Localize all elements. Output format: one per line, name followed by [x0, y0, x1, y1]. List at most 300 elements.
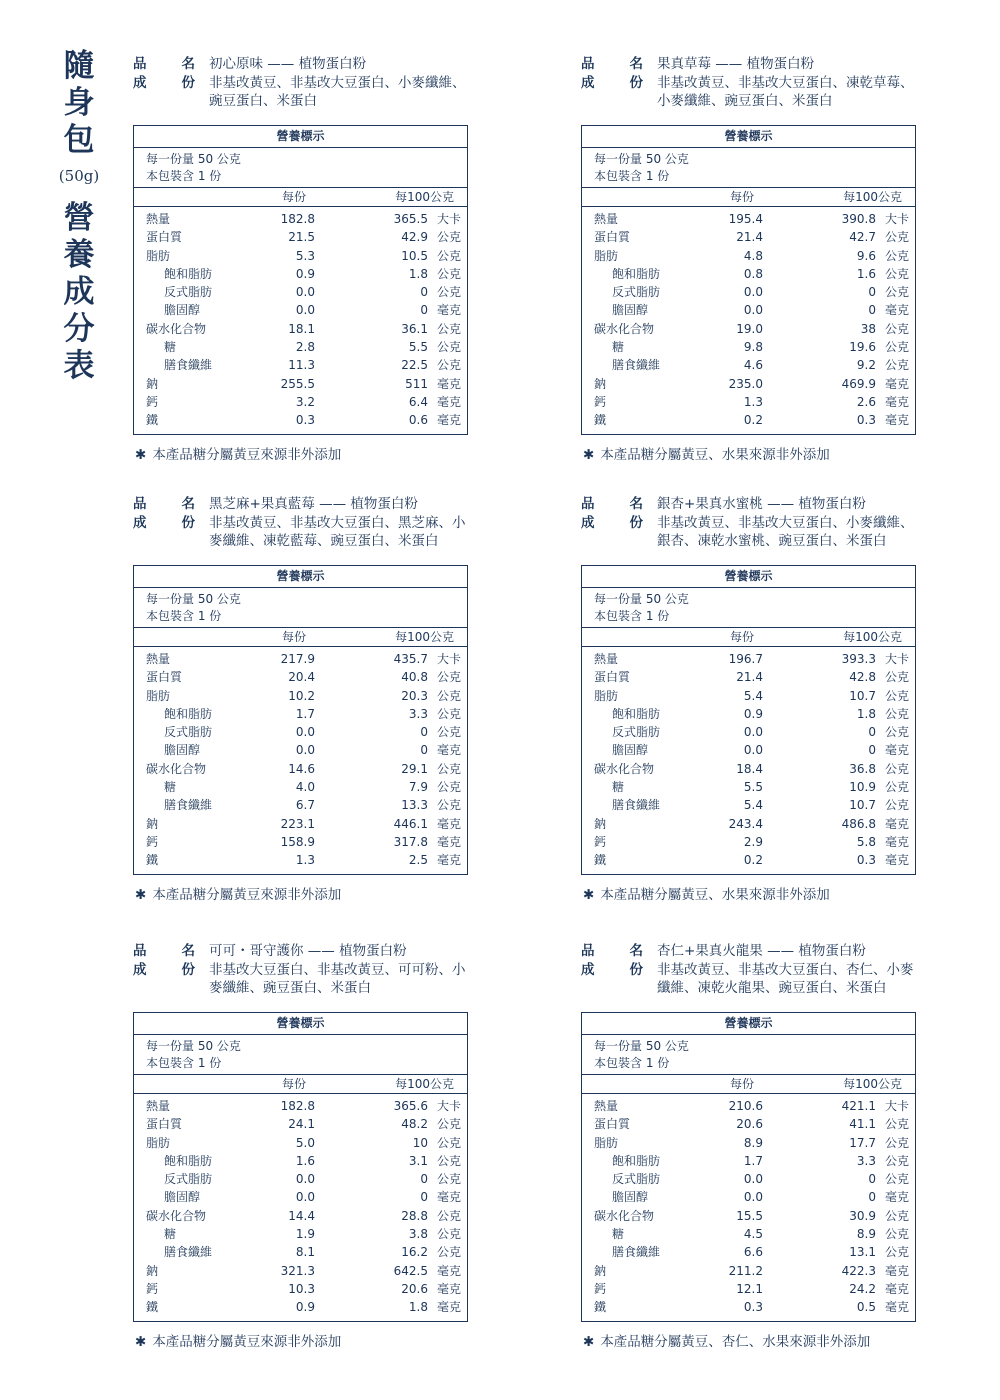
nutrient-name: 蛋白質 [146, 670, 183, 685]
per-serving-value: 235.0 [728, 376, 763, 391]
nutrient-name: 蛋白質 [594, 230, 631, 245]
nutrient-row [134, 411, 467, 429]
ingredients-key-char: 份 [629, 961, 643, 978]
per-100g-value: 1.8 [856, 706, 876, 721]
ingredients-key-char: 份 [181, 514, 195, 531]
per-100g-value: 40.8 [401, 670, 428, 685]
name-key-char: 名 [629, 56, 643, 72]
per-100g-value: 2.6 [856, 394, 876, 409]
asterisk-icon: ✱ [583, 1333, 595, 1350]
per-serving-value: 0.0 [743, 743, 763, 758]
asterisk-icon: ✱ [135, 1333, 147, 1350]
nutrient-name: 脂肪 [594, 688, 619, 703]
per-100g-value: 36.8 [849, 761, 876, 776]
nutrient-unit: 公克 [436, 670, 461, 685]
nutrient-row [134, 247, 467, 265]
per-100g-value: 8.9 [856, 1227, 876, 1242]
nutrition-panel [581, 565, 916, 875]
nutrient-row [582, 1225, 915, 1243]
nutrient-row [134, 650, 467, 668]
ingredients-key-char: 成 [133, 74, 147, 91]
nutrient-unit: 公克 [436, 1227, 461, 1242]
side-title [50, 48, 108, 385]
nutrient-name: 飽和脂肪 [612, 706, 661, 721]
per-100g-value: 41.1 [849, 1117, 876, 1132]
nutrient-name: 反式脂肪 [164, 1172, 213, 1187]
nutrient-name: 脂肪 [146, 1135, 171, 1150]
nutrient-name: 熱量 [594, 212, 619, 226]
column-header [134, 1074, 467, 1094]
nutrient-row [134, 705, 467, 723]
per-100g-value: 38 [860, 321, 876, 336]
servings-per-pack: 本包裝含 1 份 [594, 169, 670, 183]
serving-info [582, 148, 915, 187]
product-block [581, 495, 916, 903]
per-serving-value: 8.1 [295, 1245, 315, 1260]
per-serving-value: 6.6 [743, 1245, 763, 1260]
nutrient-name: 鈣 [594, 834, 607, 849]
nutrient-row [134, 393, 467, 411]
product-ingredients: 非基改黃豆、非基改大豆蛋白、黑芝麻、小麥纖維、凍乾藍莓、豌豆蛋白、米蛋白 [209, 514, 466, 549]
product-name: 銀杏+果真水蜜桃 —— 植物蛋白粉 [657, 496, 866, 512]
name-key-char: 品 [133, 496, 147, 512]
nutrient-name: 反式脂肪 [612, 285, 661, 300]
per-100g-value: 5.8 [856, 834, 876, 849]
nutrient-row [134, 1280, 467, 1298]
serving-info [134, 1035, 467, 1074]
nutrient-name: 碳水化合物 [594, 321, 655, 336]
nutrient-name: 鈉 [594, 816, 607, 831]
nutrient-unit: 公克 [884, 725, 909, 740]
nutrient-row [134, 851, 467, 869]
nutrient-row [582, 1170, 915, 1188]
nutrient-name: 鈉 [146, 1263, 159, 1278]
per-100g-value: 0 [420, 1190, 428, 1205]
nutrient-unit: 公克 [436, 248, 461, 263]
nutrient-unit: 大卡 [884, 212, 909, 226]
nutrient-unit: 公克 [884, 670, 909, 685]
per-serving-value: 18.1 [288, 321, 315, 336]
nutrient-unit: 公克 [436, 358, 461, 373]
nutrient-row [134, 723, 467, 741]
panel-title: 營養標示 [134, 1013, 467, 1035]
per-serving-value: 5.4 [743, 688, 763, 703]
nutrient-unit: 公克 [884, 1153, 909, 1168]
per-serving-value: 10.3 [288, 1281, 315, 1296]
nutrient-row [582, 778, 915, 796]
column-header [582, 187, 915, 207]
per-serving-value: 0.9 [295, 266, 315, 281]
nutrient-row [582, 833, 915, 851]
nutrient-name: 脂肪 [594, 248, 619, 263]
nutrient-name: 脂肪 [594, 1135, 619, 1150]
nutrient-name: 鐵 [594, 413, 607, 428]
nutrient-name: 鐵 [146, 1300, 159, 1315]
nutrient-unit: 公克 [436, 1135, 461, 1150]
per-serving-value: 19.0 [736, 321, 763, 336]
nutrient-row [582, 796, 915, 814]
nutrient-name: 熱量 [146, 1099, 171, 1113]
name-key [581, 55, 657, 74]
nutrient-name: 脂肪 [146, 248, 171, 263]
per-serving-value: 8.9 [743, 1135, 763, 1150]
nutrient-name: 糖 [612, 1227, 625, 1242]
nutrient-name: 飽和脂肪 [164, 706, 213, 721]
servings-per-pack: 本包裝含 1 份 [146, 169, 222, 183]
nutrient-name: 蛋白質 [594, 1117, 631, 1132]
sugar-note [133, 443, 468, 463]
ingredients-key-char: 成 [581, 514, 595, 531]
per-100g-value: 24.2 [849, 1281, 876, 1296]
nutrient-name: 膳食纖維 [164, 798, 213, 813]
nutrient-row [134, 320, 467, 338]
panel-title: 營養標示 [134, 126, 467, 148]
nutrient-rows [582, 207, 915, 434]
per-100g-value: 13.1 [849, 1245, 876, 1260]
per-serving-header: 每份 [281, 1077, 306, 1091]
nutrient-name: 碳水化合物 [594, 1208, 655, 1223]
nutrient-name: 鐵 [594, 1300, 607, 1315]
per-100g-value: 20.3 [401, 688, 428, 703]
per-serving-value: 14.6 [288, 761, 315, 776]
per-100g-value: 0 [420, 743, 428, 758]
nutrient-name: 鐵 [594, 853, 607, 868]
serving-info [134, 588, 467, 627]
nutrient-name: 熱量 [594, 652, 619, 666]
nutrient-unit: 公克 [436, 1172, 461, 1187]
nutrient-row [582, 741, 915, 759]
per-serving-header: 每份 [729, 630, 754, 644]
nutrient-unit: 毫克 [884, 413, 909, 428]
nutrient-row [582, 375, 915, 393]
nutrient-row [582, 393, 915, 411]
nutrient-row [582, 1134, 915, 1152]
per-100g-value: 10.7 [849, 798, 876, 813]
nutrient-row [134, 265, 467, 283]
per-serving-value: 14.4 [288, 1208, 315, 1223]
nutrient-name: 糖 [164, 780, 177, 795]
nutrient-row [134, 778, 467, 796]
per-100g-header: 每100公克 [395, 1077, 454, 1091]
nutrient-unit: 公克 [884, 266, 909, 281]
nutrient-unit: 公克 [884, 1172, 909, 1187]
nutrient-rows [134, 1094, 467, 1321]
per-100g-value: 365.6 [393, 1099, 428, 1113]
title-char: 養 [63, 237, 95, 273]
nutrient-name: 糖 [164, 1227, 177, 1242]
per-serving-value: 1.7 [743, 1153, 763, 1168]
nutrient-row [582, 411, 915, 429]
per-serving-value: 2.9 [743, 834, 763, 849]
per-serving-value: 0.0 [743, 725, 763, 740]
nutrient-unit: 大卡 [436, 1099, 461, 1113]
nutrient-unit: 大卡 [436, 652, 461, 666]
nutrient-unit: 毫克 [884, 1300, 909, 1315]
nutrient-unit: 毫克 [884, 1263, 909, 1278]
servings-per-pack: 本包裝含 1 份 [146, 1056, 222, 1070]
per-100g-value: 9.6 [856, 248, 876, 263]
per-100g-value: 22.5 [401, 358, 428, 373]
nutrient-row [582, 723, 915, 741]
ingredients-key-char: 成 [133, 514, 147, 531]
nutrient-unit: 毫克 [436, 1263, 461, 1278]
per-100g-header: 每100公克 [395, 190, 454, 204]
per-serving-value: 0.0 [295, 725, 315, 740]
nutrition-panel [133, 1012, 468, 1322]
nutrient-row [582, 320, 915, 338]
per-100g-value: 421.1 [841, 1099, 876, 1113]
nutrient-unit: 公克 [884, 761, 909, 776]
per-100g-value: 16.2 [401, 1245, 428, 1260]
ingredients-key [133, 74, 209, 111]
nutrient-unit: 公克 [884, 1227, 909, 1242]
nutrient-rows [582, 647, 915, 874]
product-block [133, 942, 468, 1350]
nutrient-name: 鈉 [146, 816, 159, 831]
per-serving-value: 1.7 [295, 706, 315, 721]
nutrient-name: 飽和脂肪 [612, 266, 661, 281]
sugar-note [581, 883, 916, 903]
product-info [581, 55, 916, 125]
nutrient-name: 飽和脂肪 [612, 1153, 661, 1168]
nutrient-name: 鈣 [594, 394, 607, 409]
nutrient-row [134, 815, 467, 833]
sugar-note [133, 883, 468, 903]
nutrient-unit: 毫克 [436, 303, 461, 318]
package-size: (50g) [58, 167, 100, 185]
per-serving-value: 3.2 [295, 394, 315, 409]
name-key-char: 品 [581, 496, 595, 512]
nutrient-name: 脂肪 [146, 688, 171, 703]
name-key-char: 品 [133, 943, 147, 959]
nutrient-unit: 公克 [436, 1208, 461, 1223]
nutrient-row [134, 668, 467, 686]
ingredients-key-char: 份 [181, 74, 195, 91]
nutrient-row [134, 356, 467, 374]
title-char: 包 [63, 122, 95, 158]
per-serving-value: 20.6 [736, 1117, 763, 1132]
product-ingredients: 非基改大豆蛋白、非基改黃豆、可可粉、小麥纖維、豌豆蛋白、米蛋白 [209, 961, 466, 996]
nutrient-name: 鈉 [146, 376, 159, 391]
nutrient-row [134, 301, 467, 319]
product-ingredients: 非基改黃豆、非基改大豆蛋白、小麥纖維、銀杏、凍乾水蜜桃、豌豆蛋白、米蛋白 [657, 514, 914, 549]
per-serving-value: 6.7 [295, 798, 315, 813]
per-100g-value: 7.9 [408, 780, 428, 795]
ingredients-key-char: 份 [629, 74, 643, 91]
ingredients-key [581, 514, 657, 551]
nutrient-unit: 毫克 [436, 413, 461, 428]
nutrient-row [582, 1152, 915, 1170]
serving-size: 每一份量 50 公克 [594, 152, 689, 166]
nutrient-unit: 毫克 [436, 1190, 461, 1205]
nutrient-name: 膳食纖維 [164, 358, 213, 373]
nutrient-unit: 公克 [884, 1117, 909, 1132]
nutrient-unit: 公克 [436, 321, 461, 336]
per-serving-value: 21.4 [736, 230, 763, 245]
per-100g-value: 0 [420, 1172, 428, 1187]
per-serving-value: 4.8 [743, 248, 763, 263]
nutrient-name: 膳食纖維 [612, 798, 661, 813]
per-100g-value: 0 [420, 303, 428, 318]
note-text: 本產品糖分屬黃豆來源非外添加 [152, 886, 342, 903]
nutrient-unit: 毫克 [436, 1281, 461, 1296]
nutrient-unit: 公克 [884, 285, 909, 300]
ingredients-key-char: 成 [133, 961, 147, 978]
nutrient-row [582, 1188, 915, 1206]
nutrient-row [582, 228, 915, 246]
nutrient-row [134, 1225, 467, 1243]
per-serving-value: 5.5 [743, 780, 763, 795]
nutrient-rows [134, 207, 467, 434]
per-serving-value: 0.2 [743, 413, 763, 428]
per-100g-value: 435.7 [393, 652, 428, 666]
nutrient-name: 鈉 [594, 376, 607, 391]
ingredients-key [133, 961, 209, 998]
nutrient-row [582, 1115, 915, 1133]
per-100g-value: 13.3 [401, 798, 428, 813]
column-header [582, 1074, 915, 1094]
per-100g-value: 29.1 [401, 761, 428, 776]
name-key-char: 品 [133, 56, 147, 72]
nutrient-name: 膽固醇 [612, 303, 649, 318]
title-char: 成 [63, 274, 95, 310]
servings-per-pack: 本包裝含 1 份 [594, 609, 670, 623]
product-info [581, 942, 916, 1012]
note-text: 本產品糖分屬黃豆來源非外添加 [152, 1333, 342, 1350]
per-100g-header: 每100公克 [395, 630, 454, 644]
product-name: 初心原味 —— 植物蛋白粉 [209, 56, 367, 72]
per-serving-value: 4.5 [743, 1227, 763, 1242]
per-serving-header: 每份 [281, 190, 306, 204]
product-name: 果真草莓 —— 植物蛋白粉 [657, 56, 815, 72]
nutrient-unit: 公克 [884, 358, 909, 373]
per-100g-value: 36.1 [401, 321, 428, 336]
per-100g-value: 9.2 [856, 358, 876, 373]
nutrient-unit: 毫克 [884, 853, 909, 868]
per-serving-value: 0.3 [743, 1300, 763, 1315]
per-serving-value: 182.8 [280, 212, 315, 226]
per-100g-value: 365.5 [393, 212, 428, 226]
nutrient-unit: 公克 [436, 706, 461, 721]
nutrient-name: 鈣 [146, 394, 159, 409]
nutrient-unit: 毫克 [436, 1300, 461, 1315]
title-char: 表 [63, 348, 95, 384]
per-100g-value: 0.6 [408, 413, 428, 428]
per-100g-value: 0 [868, 743, 876, 758]
per-serving-value: 255.5 [280, 376, 315, 391]
nutrient-row [134, 228, 467, 246]
nutrient-row [582, 1243, 915, 1261]
per-serving-value: 4.6 [743, 358, 763, 373]
per-serving-value: 0.9 [295, 1300, 315, 1315]
per-100g-value: 10.5 [401, 248, 428, 263]
per-100g-value: 0 [868, 1172, 876, 1187]
nutrient-name: 熱量 [594, 1099, 619, 1113]
nutrient-name: 膽固醇 [612, 743, 649, 758]
asterisk-icon: ✱ [135, 446, 147, 463]
serving-size: 每一份量 50 公克 [594, 592, 689, 606]
nutrition-panel [581, 125, 916, 435]
nutrient-name: 反式脂肪 [612, 1172, 661, 1187]
nutrient-name: 膳食纖維 [612, 1245, 661, 1260]
panel-title: 營養標示 [582, 1013, 915, 1035]
nutrient-name: 反式脂肪 [164, 285, 213, 300]
serving-size: 每一份量 50 公克 [146, 152, 241, 166]
nutrient-row [134, 375, 467, 393]
product-info [133, 942, 468, 1012]
nutrient-row [582, 815, 915, 833]
per-serving-value: 0.0 [743, 1172, 763, 1187]
nutrient-unit: 毫克 [436, 853, 461, 868]
nutrient-row [134, 1243, 467, 1261]
per-serving-value: 210.6 [728, 1099, 763, 1113]
column-header [134, 627, 467, 647]
nutrient-unit: 大卡 [884, 1099, 909, 1113]
ingredients-key-char: 成 [581, 74, 595, 91]
title-char: 分 [63, 311, 95, 347]
per-serving-value: 10.2 [288, 688, 315, 703]
per-100g-value: 5.5 [408, 340, 428, 355]
nutrient-row [582, 851, 915, 869]
nutrient-unit: 公克 [436, 688, 461, 703]
per-serving-value: 0.2 [743, 853, 763, 868]
nutrient-name: 熱量 [146, 212, 171, 226]
product-name: 杏仁+果真火龍果 —— 植物蛋白粉 [657, 943, 866, 959]
product-block [133, 495, 468, 903]
nutrient-unit: 公克 [884, 248, 909, 263]
per-serving-value: 11.3 [288, 358, 315, 373]
nutrient-unit: 公克 [436, 725, 461, 740]
nutrient-unit: 毫克 [884, 376, 909, 391]
nutrient-row [134, 741, 467, 759]
nutrient-name: 蛋白質 [146, 1117, 183, 1132]
per-serving-value: 5.0 [295, 1135, 315, 1150]
per-serving-value: 0.0 [295, 1190, 315, 1205]
nutrient-unit: 公克 [436, 1153, 461, 1168]
nutrient-unit: 公克 [436, 266, 461, 281]
serving-size: 每一份量 50 公克 [594, 1039, 689, 1053]
nutrient-name: 鈣 [146, 1281, 159, 1296]
nutrient-row [134, 1262, 467, 1280]
nutrient-unit: 公克 [884, 780, 909, 795]
per-serving-value: 321.3 [280, 1263, 315, 1278]
per-100g-value: 0.3 [856, 413, 876, 428]
name-key-char: 名 [629, 943, 643, 959]
per-serving-value: 2.8 [295, 340, 315, 355]
per-serving-value: 0.0 [295, 285, 315, 300]
nutrient-unit: 大卡 [884, 652, 909, 666]
ingredients-key-char: 份 [181, 961, 195, 978]
sugar-note [581, 443, 916, 463]
nutrient-row [582, 705, 915, 723]
serving-size: 每一份量 50 公克 [146, 592, 241, 606]
per-100g-value: 0 [868, 303, 876, 318]
per-100g-value: 10.7 [849, 688, 876, 703]
serving-size: 每一份量 50 公克 [146, 1039, 241, 1053]
per-100g-value: 469.9 [841, 376, 876, 391]
nutrient-name: 蛋白質 [594, 670, 631, 685]
nutrient-row [134, 1097, 467, 1115]
ingredients-key-char: 成 [581, 961, 595, 978]
nutrient-row [134, 760, 467, 778]
servings-per-pack: 本包裝含 1 份 [594, 1056, 670, 1070]
per-100g-value: 1.8 [408, 1300, 428, 1315]
per-serving-value: 5.3 [295, 248, 315, 263]
nutrient-row [134, 338, 467, 356]
per-serving-value: 217.9 [280, 652, 315, 666]
per-100g-value: 3.3 [408, 706, 428, 721]
nutrient-row [582, 687, 915, 705]
